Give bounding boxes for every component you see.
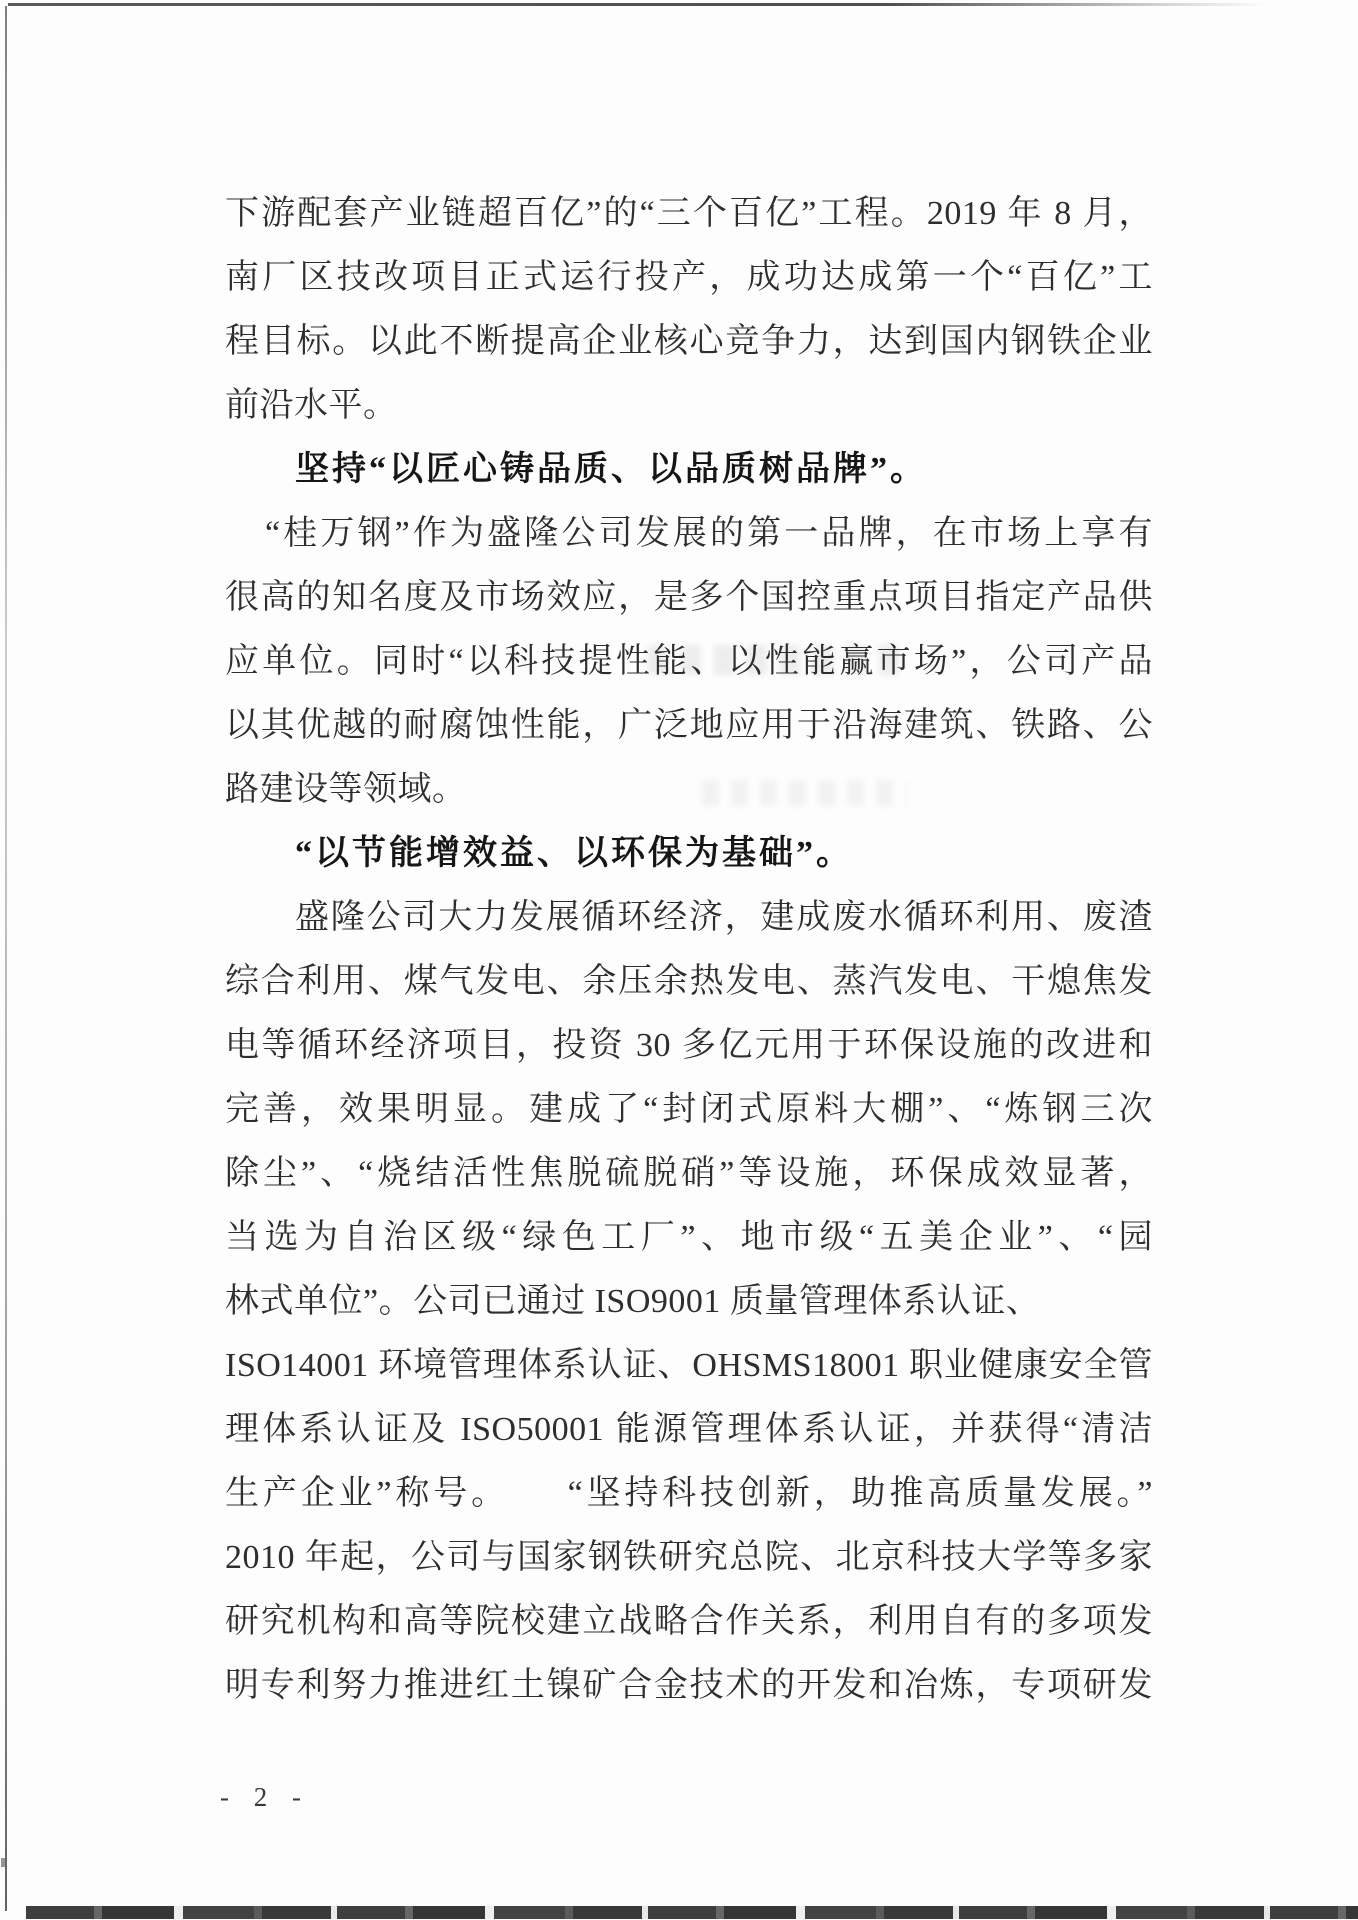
text-line: 完善，效果明显。建成了“封闭式原料大棚”、“炼钢三次 <box>225 1091 1153 1128</box>
text-line: 林式单位”。公司已通过 ISO9001 质量管理体系认证、 <box>225 1283 1041 1320</box>
scan-bottom-band <box>26 1906 1358 1919</box>
page-number: - 2 - <box>220 1782 310 1812</box>
text-line: 理体系认证及 ISO50001 能源管理体系认证，并获得“清洁 <box>225 1411 1153 1448</box>
scan-edge-top <box>8 3 1266 6</box>
text-line: 下游配套产业链超百亿”的“三个百亿”工程。2019 年 8 月， <box>225 195 1153 232</box>
text-line: 路建设等领域。 <box>225 771 467 808</box>
text-line: 综合利用、煤气发电、余压余热发电、蒸汽发电、干熄焦发 <box>225 963 1153 1000</box>
text-line: 程目标。以此不断提高企业核心竞争力，达到国内钢铁企业 <box>225 323 1153 360</box>
subheading-line: “以节能增效益、以环保为基础”。 <box>295 835 853 872</box>
text-line: “桂万钢”作为盛隆公司发展的第一品牌，在市场上享有 <box>265 515 1153 552</box>
text-line: 很高的知名度及市场效应，是多个国控重点项目指定产品供 <box>225 579 1153 616</box>
text-line: 除尘”、“烧结活性焦脱硫脱硝”等设施，环保成效显著， <box>225 1155 1153 1192</box>
text-line: 当选为自治区级“绿色工厂”、地市级“五美企业”、“园 <box>225 1219 1153 1256</box>
text-line: 生产企业”称号。 “坚持科技创新，助推高质量发展。” <box>225 1475 1153 1512</box>
scan-speck <box>1 1858 6 1867</box>
body-text <box>225 182 1153 1718</box>
text-line: 以其优越的耐腐蚀性能，广泛地应用于沿海建筑、铁路、公 <box>225 707 1153 744</box>
text-line: 盛隆公司大力发展循环经济，建成废水循环利用、废渣 <box>295 899 1153 936</box>
text-line: 研究机构和高等院校建立战略合作关系，利用自有的多项发 <box>225 1603 1153 1640</box>
text-line: 南厂区技改项目正式运行投产，成功达成第一个“百亿”工 <box>225 259 1153 296</box>
text-line: 应单位。同时“以科技提性能、以性能赢市场”，公司产品 <box>225 643 1153 680</box>
text-line: 前沿水平。 <box>225 387 398 424</box>
text-line: ISO14001 环境管理体系认证、OHSMS18001 职业健康安全管 <box>225 1347 1153 1384</box>
subheading-line: 坚持“以匠心铸品质、以品质树品牌”。 <box>295 451 927 488</box>
text-line: 电等循环经济项目，投资 30 多亿元用于环保设施的改进和 <box>225 1027 1153 1064</box>
text-line: 明专利努力推进红土镍矿合金技术的开发和冶炼，专项研发 <box>225 1667 1153 1704</box>
text-line: 2010 年起，公司与国家钢铁研究总院、北京科技大学等多家 <box>225 1539 1153 1576</box>
scan-edge-left <box>5 6 7 1911</box>
